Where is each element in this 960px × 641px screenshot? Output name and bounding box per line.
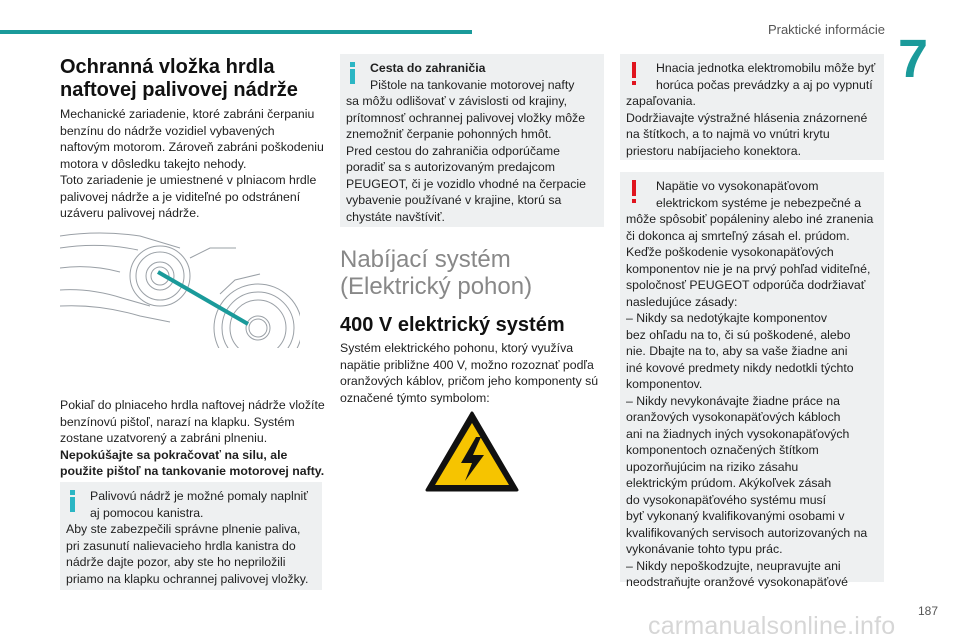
text-line: elektrickým prúdom. Akýkoľvek zásah (626, 476, 832, 490)
text-line: uzáveru palivovej nádrže. (60, 206, 200, 220)
text-line: sa môžu odlišovať v závislosti od krajiny, (346, 94, 568, 108)
text-line: do vysokonapäťového systému musí (626, 492, 827, 507)
text-line: pri zasunutí nalievacieho hrdla kanistra do (66, 538, 296, 553)
text-line: Toto zariadenie je umiestnené v plniacom hrdle (60, 173, 317, 187)
high-voltage-hazard-icon (424, 410, 520, 494)
text-line: vybavenie používané v krajine, ktorú sa (346, 193, 562, 207)
text-line: byť vykonaný kvalifikovanými osobami v (626, 509, 845, 523)
text-line: zapaľovania. (626, 94, 696, 108)
text-line: – Nikdy nevykonávajte žiadne práce na (626, 393, 840, 408)
text-line: znemožniť čerpanie pohonných hmôt. (346, 127, 552, 141)
hv-system-subtitle: 400 V elektrický systém (340, 314, 565, 336)
text-line: priestoru nabíjacieho konektora. (626, 143, 801, 158)
text-line: zostane uzatvorený a zabráni plneniu. (60, 431, 268, 445)
info-box-canister (60, 482, 322, 590)
text-line: Palivovú nádrž je možné pomaly naplniť (90, 489, 308, 503)
text-line: Pred cestou do zahraničia odporúčame (346, 143, 560, 158)
text-line: Dodržiavajte výstražné hlásenia znázornené (626, 110, 868, 125)
chapter-number: 7 (897, 29, 929, 89)
text-line: iné kovové predmety nikdy nedotkli týchto (626, 360, 854, 375)
text-line: ani na žiadnych iných vysokonapäťových (626, 426, 850, 441)
top-accent-bar (0, 30, 472, 34)
text-line: nasledujúce zásady: (626, 294, 738, 309)
info-text (66, 488, 328, 587)
text-line: chystáte navštíviť. (346, 209, 445, 224)
text-line: komponentov nie je na prvý pohľad viditeľné, (626, 261, 871, 276)
text-line: – Nikdy nepoškodzujte, neupravujte ani (626, 558, 841, 573)
text-line: môže spôsobiť popáleniny alebo iné zranenia (626, 212, 874, 226)
watermark: carmanualsonline.info (648, 612, 896, 640)
text-line: elektrickom systéme je nebezpečné a (656, 195, 862, 210)
hv-system-description (340, 340, 610, 406)
text-line: PEUGEOT, či je vozidlo vhodné na čerpacie (346, 176, 586, 191)
page-number: 187 (917, 604, 938, 618)
text-line: benzínovú pištoľ, narazí na klapku. Systém (60, 414, 295, 429)
fuel-insert-title (60, 56, 322, 102)
text-line: kvalifikovaných servisoch autorizovaných na (626, 525, 868, 540)
text-line: na štítkoch, a to najmä vo vnútri krytu (626, 127, 830, 141)
text-line: poradiť sa s autorizovaným predajcom (346, 160, 555, 174)
fuel-filler-neck-illustration (60, 228, 300, 348)
text-line: upozorňujúcim na riziko zásahu (626, 459, 799, 474)
text-line: aj pomocou kanistra. (90, 505, 204, 520)
warning-text (626, 178, 888, 591)
text-line: či dokonca aj smrteľný zásah el. prúdom. (626, 228, 850, 243)
text-line: vykonávanie tohto typu prác. (626, 542, 783, 556)
text-line: Keďže poškodenie vysokonapäťových (626, 245, 834, 259)
text-line: oranžových káblov, pričom jeho komponenty sú (340, 374, 599, 388)
warning-box-hot-unit (620, 54, 884, 160)
text-line: palivovej nádrže a je viditeľné po odstránení (60, 189, 301, 204)
fuel-insert-explanation (60, 397, 330, 480)
text-line: spoločnosť PEUGEOT odporúča dodržiavať (626, 278, 866, 292)
fuel-insert-intro (60, 106, 330, 222)
charging-section-title (340, 246, 604, 300)
text-line: bez ohľadu na to, či sú poškodené, alebo (626, 327, 851, 342)
bold-line: použite pištoľ na tankovanie motorovej nafty. (60, 464, 325, 478)
title-line: Nabíjací systém (340, 246, 511, 273)
warning-box-high-voltage (620, 172, 884, 589)
text-line: Pištole na tankovanie motorovej nafty (370, 77, 575, 92)
title-line: Ochranná vložka hrdla (60, 56, 275, 78)
text-line: benzínu do nádrže vozidiel vybavených (60, 123, 275, 138)
text-line: Hnacia jednotka elektromobilu môže byť (656, 61, 876, 75)
text-line: oranžových vysokonapäťových kábloch (626, 410, 841, 424)
text-line: označené týmto symbolom: (340, 390, 490, 405)
text-line: nádrže dajte pozor, aby ste ho nepriložili (66, 555, 286, 569)
text-line: priamo na klapku ochrannej palivovej vložky. (66, 571, 309, 586)
text-line: naftovým motorom. Zároveň zabráni poškodeniu (60, 140, 324, 154)
warning-text (626, 60, 888, 159)
text-line: nie. Dbajte na to, aby sa vaše žiadne ani (626, 344, 848, 358)
text-line: komponentoch označených štítkom (626, 443, 819, 457)
text-line: napätie približne 400 V, možno rozoznať podľa (340, 357, 594, 372)
text-line: Aby ste zabezpečili správne plnenie paliva, (66, 522, 301, 536)
info-title: Cesta do zahraničia (370, 61, 486, 75)
title-line: (Elektrický pohon) (340, 273, 533, 300)
text-line: Systém elektrického pohonu, ktorý využíva (340, 341, 574, 355)
text-line: horúca počas prevádzky a aj po vypnutí (656, 77, 873, 92)
bold-line: Nepokúšajte sa pokračovať na silu, ale (60, 447, 288, 462)
text-line: – Nikdy sa nedotýkajte komponentov (626, 311, 827, 325)
text-line: prítomnosť ochrannej palivovej vložky môže (346, 110, 586, 125)
section-header: Praktické informácie (767, 22, 885, 37)
title-line: naftovej palivovej nádrže (60, 79, 298, 101)
text-line: motora v dôsledku takejto nehody. (60, 156, 247, 171)
text-line: komponentov. (626, 377, 703, 391)
text-line: Mechanické zariadenie, ktoré zabráni čerpaniu (60, 107, 315, 121)
text-line: Pokiaľ do plniaceho hrdla naftovej nádrže vložíte (60, 398, 325, 412)
text-line: Napätie vo vysokonapäťovom (656, 179, 819, 193)
info-text (346, 60, 608, 225)
text-line: neodstraňujte oranžové vysokonapäťové (626, 575, 849, 589)
info-box-travel-abroad (340, 54, 604, 227)
